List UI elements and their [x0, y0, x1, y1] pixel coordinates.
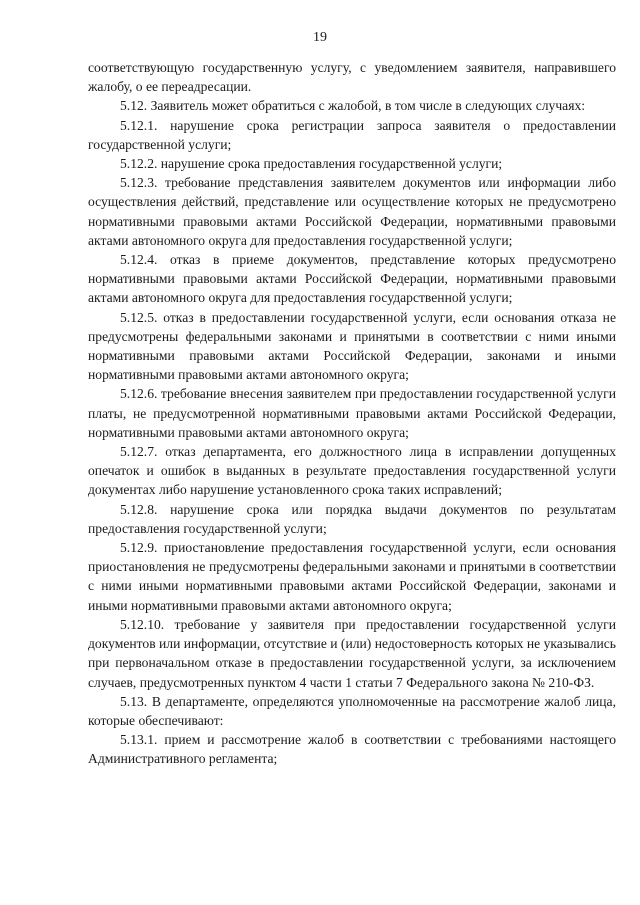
paragraph-5-12-9: 5.12.9. приостановление предоставления государственной услуги, если основания приостановления не предусмотрены федеральными законами и принятыми в соответствии с ними иными нормативными правовыми актами Российской Федерации, законами и иными нормативными правовыми актами автономного округа; — [88, 540, 616, 613]
paragraph-continuation: соответствующую государственную услугу, с уведомлением заявителя, направившего жалобу, о ее переадресации. — [88, 60, 616, 95]
paragraph-5-12-7: 5.12.7. отказ департамента, его должностного лица в исправлении допущенных опечаток и ошибок в выданных в результате предоставления государственной услуги документах либо нарушение установленного срока таких исправлений; — [88, 444, 616, 498]
paragraph-5-12-4: 5.12.4. отказ в приеме документов, представление которых предусмотрено нормативными правовыми актами Российской Федерации, нормативными правовыми актами автономного округа для предоставления государственной услуги; — [88, 252, 616, 306]
page-number: 19 — [313, 30, 327, 45]
paragraph-5-12-6: 5.12.6. требование внесения заявителем при предоставлении государственной услуги платы, не предусмотренной нормативными правовыми актами Российской Федерации, нормативными правовыми актами автономного округа; — [88, 386, 616, 440]
paragraph-5-12-2: 5.12.2. нарушение срока предоставления государственной услуги; — [120, 156, 503, 172]
paragraph-5-13: 5.13. В департаменте, определяются уполномоченные на рассмотрение жалоб лица, которые обеспечивают: — [88, 693, 616, 728]
paragraph-5-12-1: 5.12.1. нарушение срока регистрации запроса заявителя о предоставлении государственной услуги; — [88, 117, 616, 152]
document-body — [88, 58, 616, 769]
paragraph-5-12-3: 5.12.3. требование представления заявителем документов или информации либо осуществления действий, представление или осуществление которых не предусмотрено нормативными правовыми актами Российской Федерации, нормативными правовыми актами автономного округа для предоставления государственной услуги; — [88, 175, 616, 248]
paragraph-5-13-1: 5.13.1. прием и рассмотрение жалоб в соответствии с требованиями настоящего Административного регламента; — [88, 732, 616, 767]
paragraph-5-12-10: 5.12.10. требование у заявителя при предоставлении государственной услуги документов или информации, отсутствие и (или) недостоверность которых не указывались при первоначальном отказе в предоставлении государственной услуги, за исключением случаев, предусмотренных пунктом 4 части 1 статьи 7 Федерального закона № 210-ФЗ. — [88, 616, 616, 690]
paragraph-5-12-5: 5.12.5. отказ в предоставлении государственной услуги, если основания отказа не предусмотрены федеральными законами и принятыми в соответствии с ними иными нормативными правовыми актами Российской Федерации, законами и иными нормативными правовыми актами автономного округа; — [88, 309, 616, 383]
paragraph-5-12: 5.12. Заявитель может обратиться с жалобой, в том числе в следующих случаях: — [120, 98, 586, 114]
paragraph-5-12-8: 5.12.8. нарушение срока или порядка выдачи документов по результатам предоставления государственной услуги; — [88, 501, 616, 536]
